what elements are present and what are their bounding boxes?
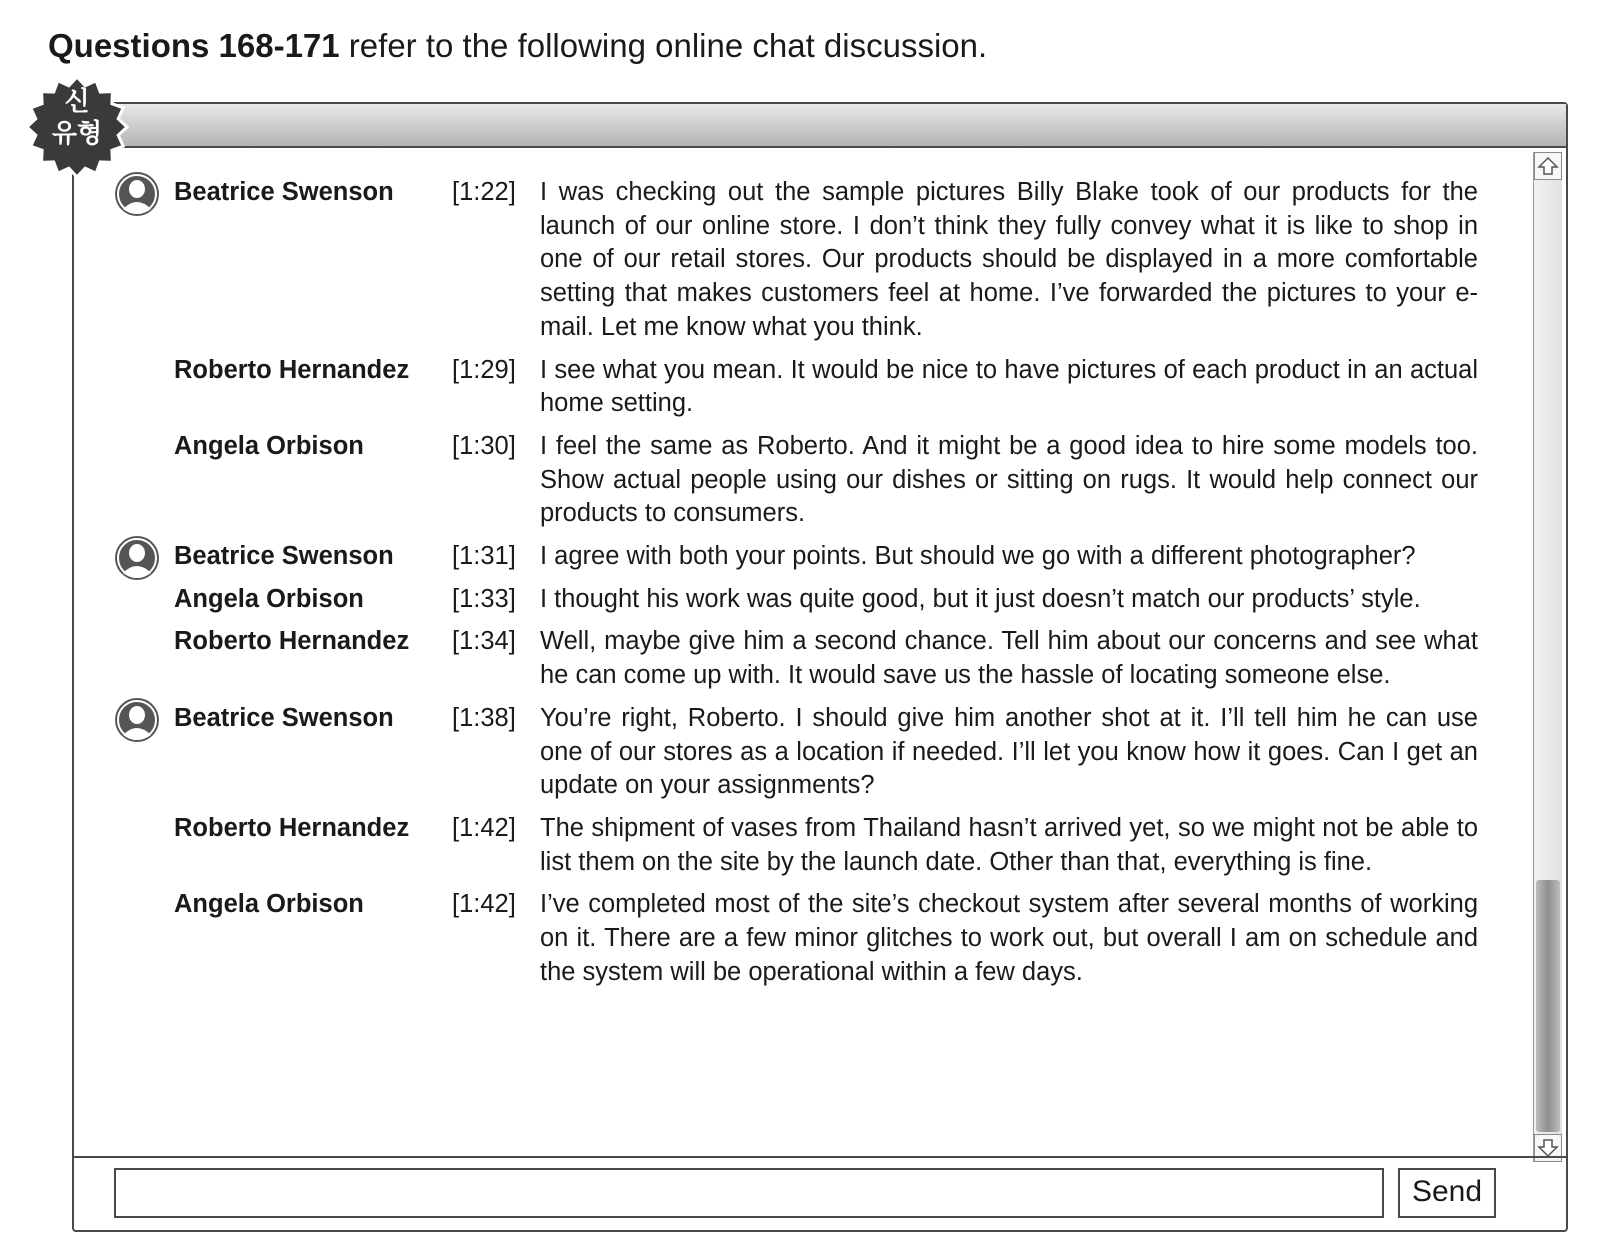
sender-name: Beatrice Swenson xyxy=(174,703,394,732)
message-text: You’re right, Roberto. I should give him another shot at it. I’ll tell him he can use one of our stores as a location if needed. I’ll let you know how it goes. Can I get an update on your assignments? xyxy=(540,703,1478,800)
chat-message xyxy=(114,812,1478,879)
message-timestamp: [1:42] xyxy=(452,890,516,919)
sender-name: Roberto Hernandez xyxy=(174,355,410,384)
message-input[interactable] xyxy=(114,1168,1384,1218)
badge-line-1: 신 xyxy=(64,87,90,117)
chat-window xyxy=(72,102,1568,1232)
user-avatar-icon xyxy=(114,535,160,581)
message-list xyxy=(114,176,1478,998)
chat-message xyxy=(114,430,1478,531)
message-text: Well, maybe give him a second chance. Tell him about our concerns and see what he can come up with. It would save us the hassle of locating someone else. xyxy=(540,627,1478,690)
window-titlebar[interactable] xyxy=(74,104,1566,148)
message-timestamp: [1:34] xyxy=(452,627,516,656)
badge-label xyxy=(24,86,130,150)
sender-name: Angela Orbison xyxy=(174,890,364,919)
message-text: I was checking out the sample pictures Billy Blake took of our products for the launch of our online store. I don’t think they fully convey what it is like to shop in one of our retail stores. Our products should be displayed in a more comfortable setting that makes customers feel at home. I’ve forwarded the pictures to your e-mail. Let me know what you think. xyxy=(540,178,1478,341)
chat-message xyxy=(114,888,1478,989)
sender-name: Roberto Hernandez xyxy=(174,813,410,842)
message-text: I’ve completed most of the site’s checkout system after several months of working on it. There are a few minor glitches to work out, but overall I am on schedule and the system will be operational within a few days. xyxy=(540,890,1478,986)
chat-message xyxy=(114,702,1478,803)
message-text: I feel the same as Roberto. And it might be a good idea to hire some models too. Show actual people using our dishes or sitting on rugs. It would help connect our products to consumers. xyxy=(540,431,1478,528)
message-timestamp: [1:30] xyxy=(452,431,516,460)
message-input-bar xyxy=(74,1156,1566,1230)
vertical-scrollbar[interactable] xyxy=(1533,152,1562,1162)
scrollbar-thumb[interactable] xyxy=(1536,880,1560,1132)
starburst-badge-icon xyxy=(24,74,130,180)
message-timestamp: [1:33] xyxy=(452,584,516,613)
message-text: I agree with both your points. But should we go with a different photographer? xyxy=(540,542,1416,571)
message-timestamp: [1:29] xyxy=(452,355,516,384)
send-button[interactable]: Send xyxy=(1398,1168,1496,1218)
heading-text: refer to the following online chat discussion. xyxy=(339,27,988,64)
sender-name: Roberto Hernandez xyxy=(174,627,410,656)
question-number: Questions 168-171 xyxy=(48,27,340,64)
message-text: I see what you mean. It would be nice to have pictures of each product in an actual home setting. xyxy=(540,355,1478,418)
message-timestamp: [1:38] xyxy=(452,703,516,732)
sender-name: Angela Orbison xyxy=(174,431,364,460)
message-timestamp: [1:31] xyxy=(452,542,516,571)
sender-name: Angela Orbison xyxy=(174,584,364,613)
user-avatar-icon xyxy=(114,697,160,743)
passage-heading xyxy=(48,26,987,66)
message-text: The shipment of vases from Thailand hasn’t arrived yet, so we might not be able to list them on the site by the launch date. Other than that, everything is fine. xyxy=(540,813,1478,876)
chat-message xyxy=(114,176,1478,345)
message-timestamp: [1:42] xyxy=(452,813,516,842)
arrow-up-icon[interactable] xyxy=(1534,152,1562,180)
chat-message xyxy=(114,625,1478,692)
sender-name: Beatrice Swenson xyxy=(174,178,394,206)
chat-message xyxy=(114,583,1474,617)
badge-line-2: 유형 xyxy=(51,119,103,149)
sender-name: Beatrice Swenson xyxy=(174,542,394,571)
message-timestamp: [1:22] xyxy=(452,178,516,206)
message-text: I thought his work was quite good, but it just doesn’t match our products’ style. xyxy=(540,584,1421,613)
chat-message xyxy=(114,540,1474,574)
chat-message xyxy=(114,354,1478,421)
